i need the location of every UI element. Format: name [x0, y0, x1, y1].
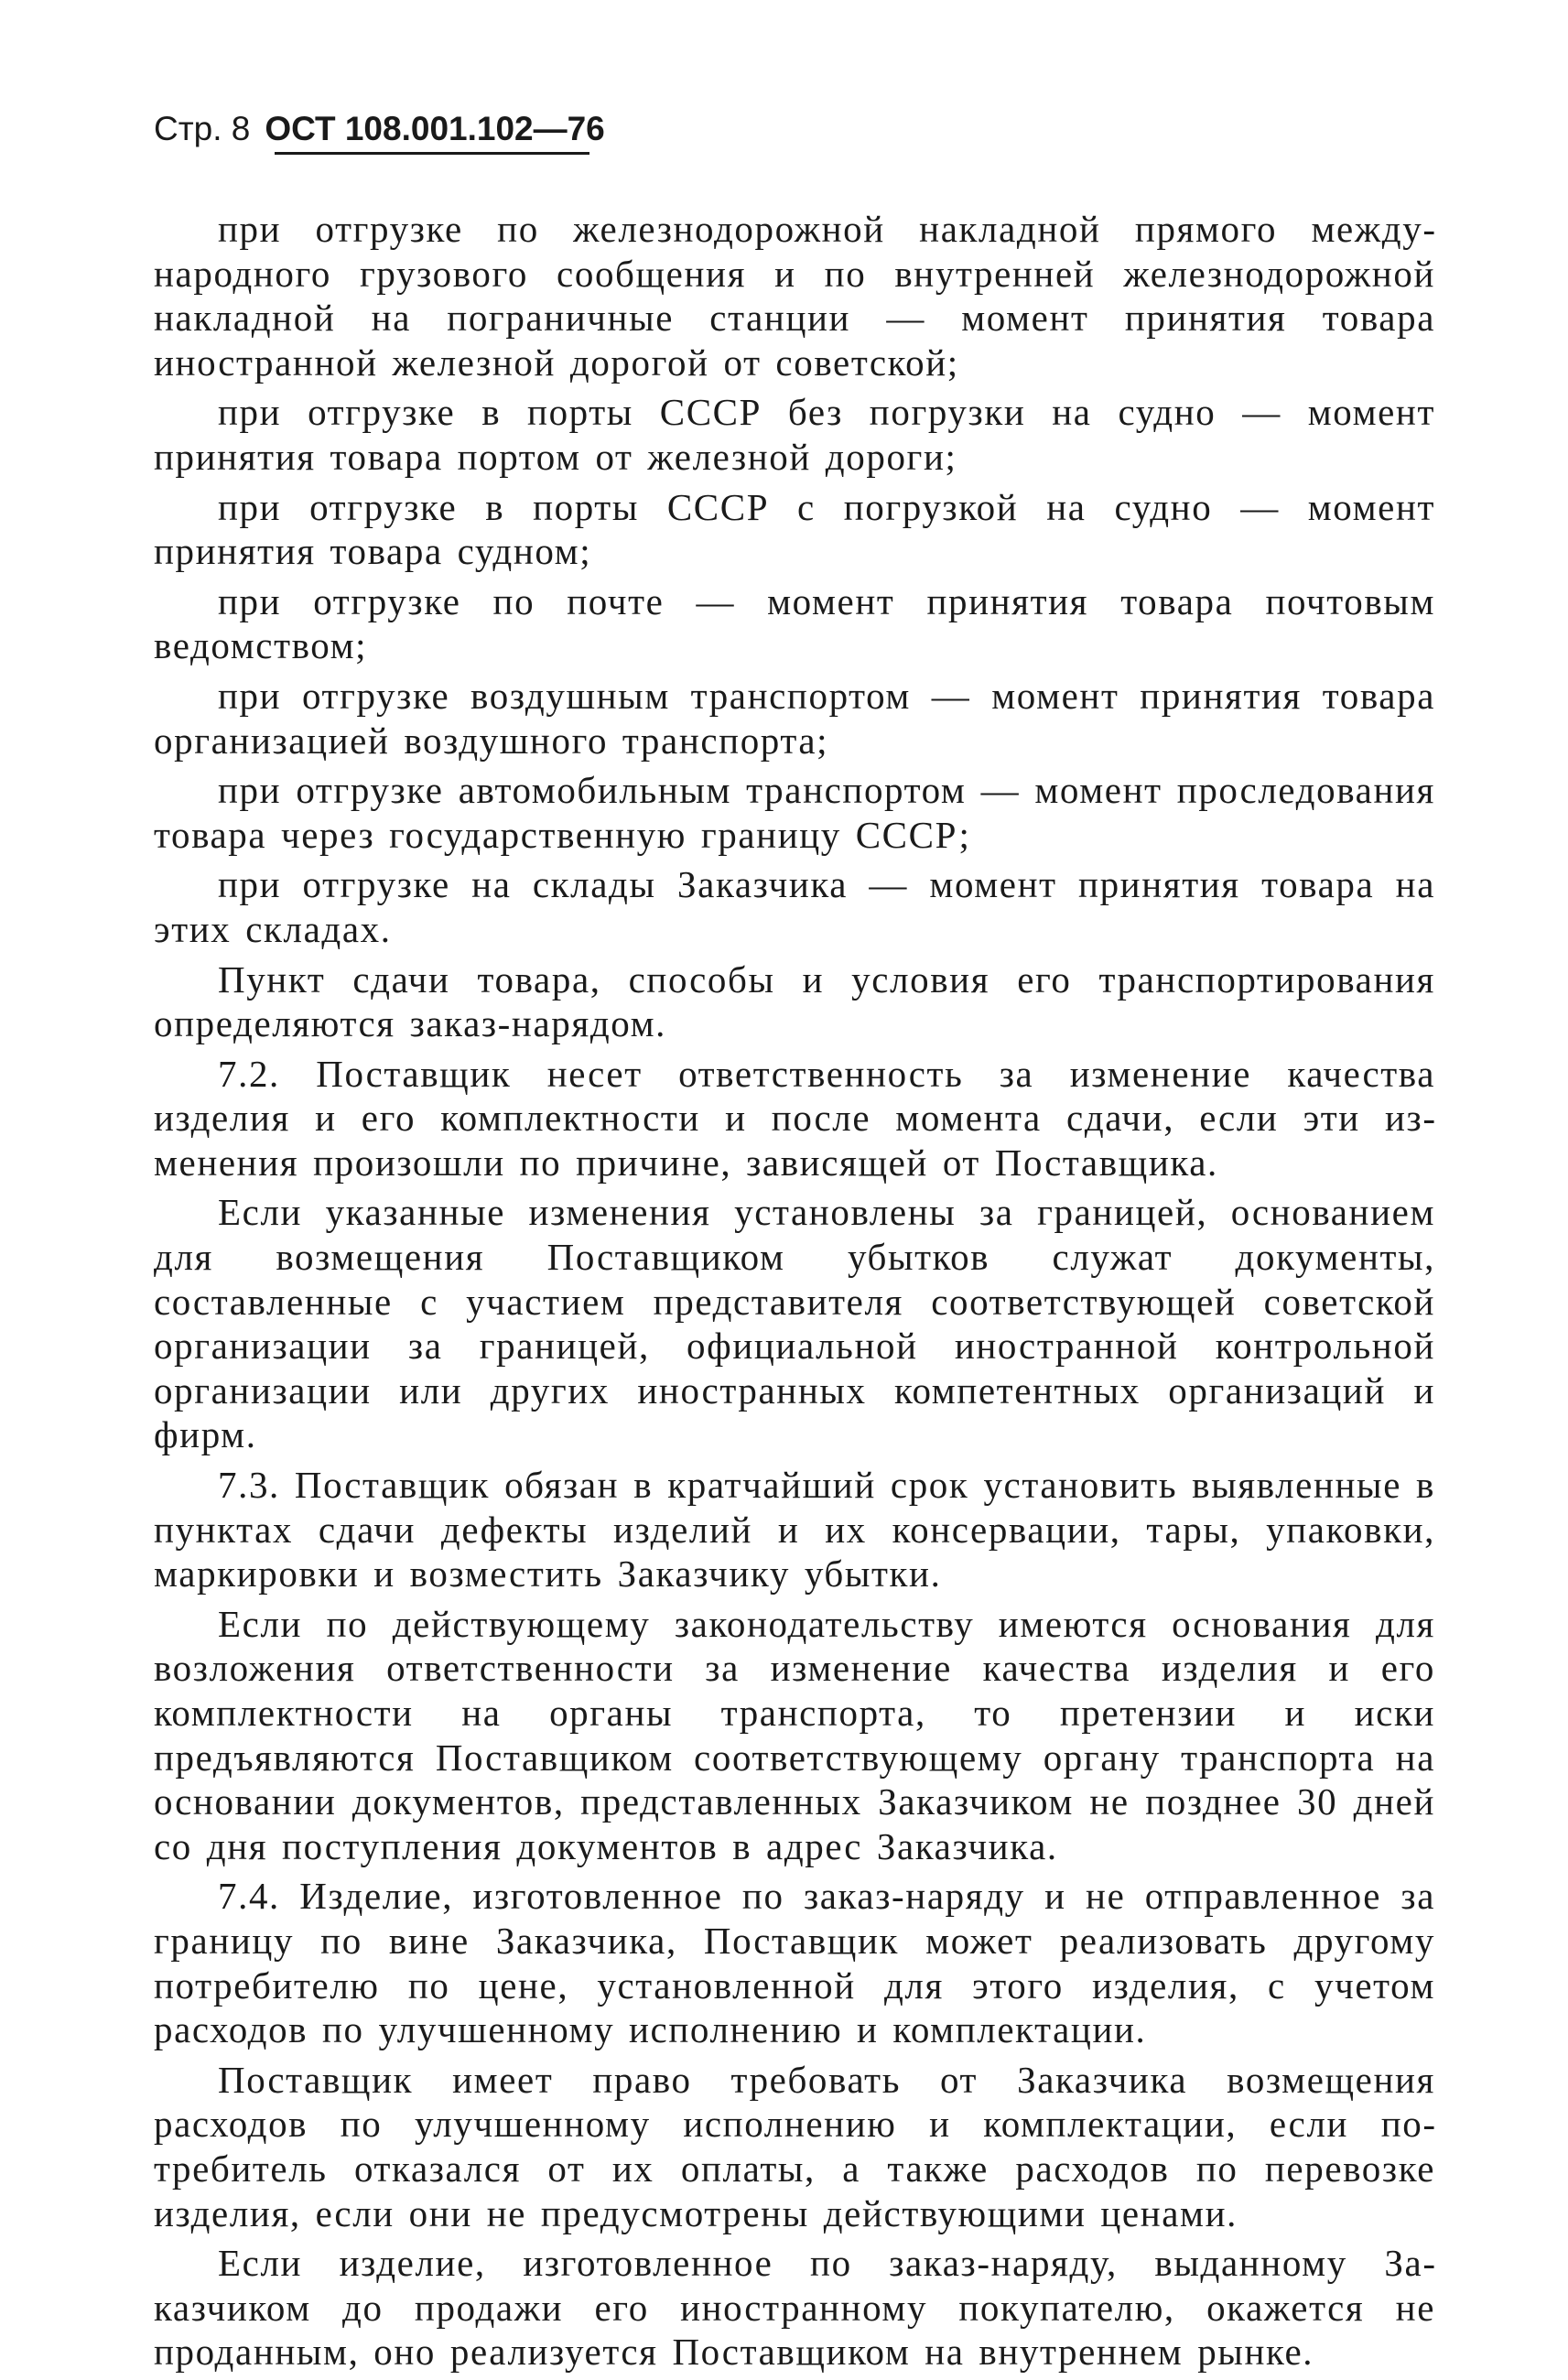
paragraph-post: при отгрузке по почте — момент принятия товара почтовым ведомством; — [154, 579, 1435, 667]
header-underline — [275, 152, 589, 155]
paragraph-7-4: 7.4. Изделие, изготовленное по заказ-наряду и не отправленное за границу по вине Заказчика, Поставщик может реализовать другому потребителю по цене, установленной для этого изделия, с учетом расходов по улучшенному исполнению и комплектации. — [154, 1875, 1435, 2051]
paragraph-rail-international: при отгрузке по железнодорожной накладной прямого международного грузового сообщения и по внутренней железнодорожной накладной на пограничные станции — момент принятия товара иностранной железной дорогой от советской; — [154, 208, 1435, 384]
paragraph-auto: при отгрузке автомобильным транспортом — момент проследования товара через государственную границу СССР; — [154, 769, 1435, 856]
paragraph-ports-loading: при отгрузке в порты СССР с погрузкой на судно — момент принятия товара судном; — [154, 485, 1435, 573]
paragraph-7-2: 7.2. Поставщик несет ответственность за изменение качества изделия и его комплектности и после момента сдачи, если эти изменения произошли по причине, зависящей от Поставщика. — [154, 1052, 1435, 1184]
paragraph-7-4-costs: Поставщик имеет право требовать от Заказчика возмещения расходов по улучшенному исполнению и комплектации, если потребитель отказался от их оплаты, а также расходов по перевозке изделия, если они не предусмотрены действующими ценами. — [154, 2058, 1435, 2234]
standard-code: ОСТ 108.001.102—76 — [265, 110, 605, 147]
page-number: Стр. 8 — [154, 110, 251, 147]
paragraph-7-4-unsold: Если изделие, изготовленное по заказ-наряду, выданному Заказчиком до продажи его иностранному покупателю, окажется не проданным, оно реализуется Поставщиком на внутреннем рынке. — [154, 2242, 1435, 2374]
paragraph-7-3-claims: Если по действующему законодательству имеются основания для возложения ответственности за изменение качества изделия и его комплектности на органы транспорта, то претензии и иски предъявляются Поставщиком соответствующему органу транспорта на основании документов, представленных Заказчиком не позднее 30 дней со дня поступления документов в адрес Заказчика. — [154, 1602, 1435, 1867]
paragraph-7-3: 7.3. Поставщик обязан в кратчайший срок установить выявленные в пунктах сдачи дефекты изделий и их консервации, тары, упаковки, маркировки и возместить Заказчику убытки. — [154, 1464, 1435, 1596]
page-header — [154, 108, 605, 151]
paragraph-7-2-abroad: Если указанные изменения установлены за границей, основанием для возмещения Поставщиком убытков служат документы, составленные с участием представителя соответствующей советской организации за границей, официальной иностранной контрольной организации или других иностранных компетентных организаций и фирм. — [154, 1191, 1435, 1456]
document-body — [154, 207, 1435, 2380]
paragraph-air: при отгрузке воздушным транспортом — момент принятия товара организацией воздушного транспорта; — [154, 674, 1435, 762]
paragraph-delivery-point: Пункт сдачи товара, способы и условия его транспортирования определяются заказ-нарядом. — [154, 957, 1435, 1045]
paragraph-ports-no-loading: при отгрузке в порты СССР без погрузки на судно — момент принятия товара портом от железной дороги; — [154, 391, 1435, 478]
paragraph-warehouses: при отгрузке на склады Заказчика — момент принятия товара на этих складах. — [154, 863, 1435, 950]
